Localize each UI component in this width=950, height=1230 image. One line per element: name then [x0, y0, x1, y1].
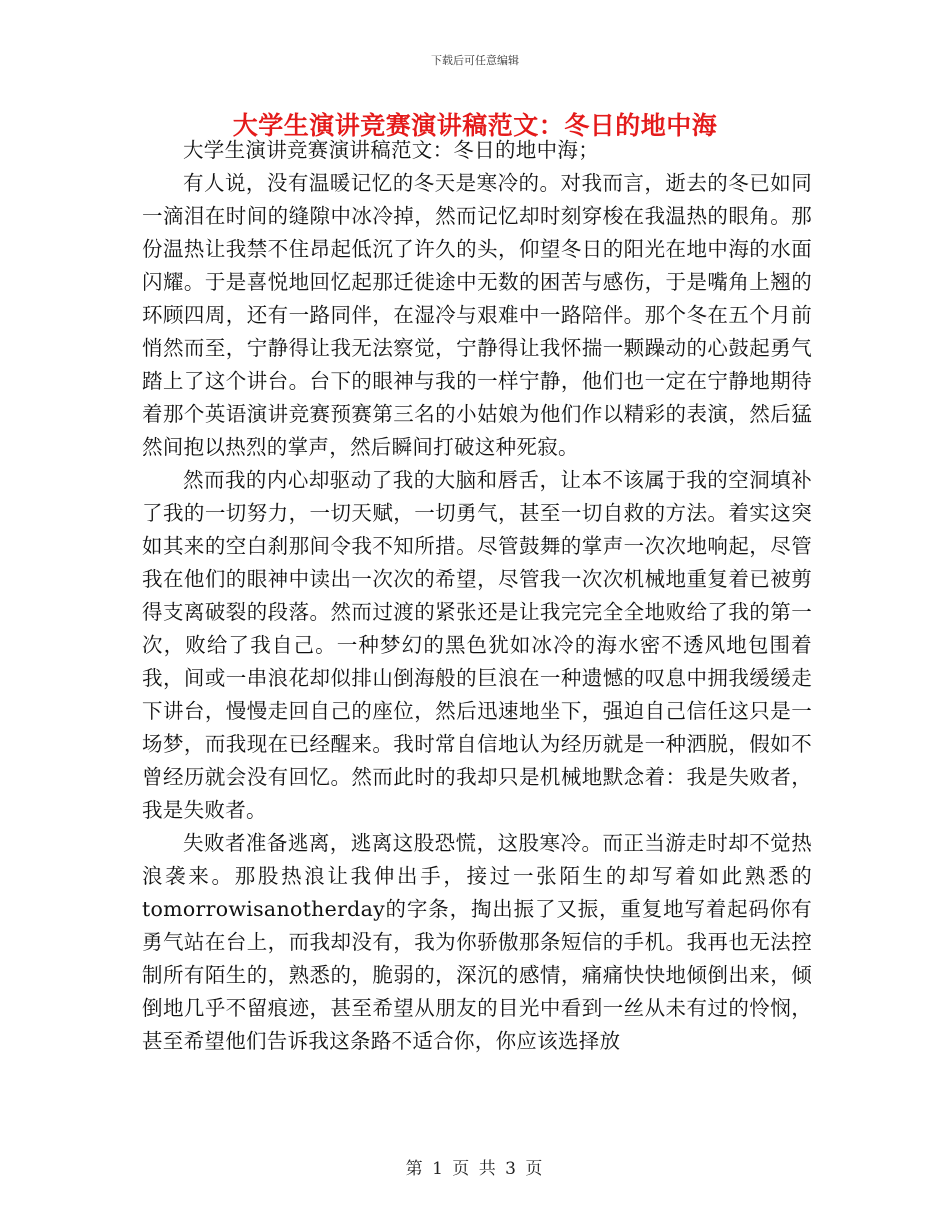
paragraph-subtitle: 大学生演讲竞赛演讲稿范文：冬日的地中海；	[183, 138, 599, 162]
page-header-note: 下载后可任意编辑	[431, 54, 519, 67]
page-number-footer: 第 1 页 共 3 页	[405, 1159, 545, 1179]
document-title: 大学生演讲竞赛演讲稿范文：冬日的地中海	[232, 111, 718, 140]
paragraph: 失败者准备逃离，逃离这股恐慌，这股寒冷。而正当游走时却不觉热浪袭来。那股热浪让我伸出手，接过一张陌生的却写着如此熟悉的tomorrowisanotherday的字条，掏出振了又振，重复地写着起码你有勇气站在台上，而我却没有，我为你骄傲那条短信的手机。我再也无法控制所有陌生的，熟悉的，脆弱的，深沉的感情，痛痛快快地倾倒出来，倾倒地几乎不留痕迹，甚至希望从朋友的目光中看到一丝从未有过的怜悯，甚至希望他们告诉我这条路不适合你，你应该选择放	[142, 831, 812, 1053]
document-body	[142, 134, 812, 1058]
paragraph: 有人说，没有温暖记忆的冬天是寒冷的。对我而言，逝去的冬已如同一滴泪在时间的缝隙中冰冷掉，然而记忆却时刻穿梭在我温热的眼角。那份温热让我禁不住昂起低沉了许久的头，仰望冬日的阳光在地中海的水面闪耀。于是喜悦地回忆起那迁徙途中无数的困苦与感伤，于是嘴角上翘的环顾四周，还有一路同伴，在湿冷与艰难中一路陪伴。那个冬在五个月前悄然而至，宁静得让我无法察觉，宁静得让我怀揣一颗躁动的心鼓起勇气踏上了这个讲台。台下的眼神与我的一样宁静，他们也一定在宁静地期待着那个英语演讲竞赛预赛第三名的小姑娘为他们作以精彩的表演，然后猛然间抱以热烈的掌声，然后瞬间打破这种死寂。	[142, 171, 812, 459]
paragraph: 然而我的内心却驱动了我的大脑和唇舌，让本不该属于我的空洞填补了我的一切努力，一切天赋，一切勇气，甚至一切自救的方法。着实这突如其来的空白刹那间令我不知所措。尽管鼓舞的掌声一次次地响起，尽管我在他们的眼神中读出一次次的希望，尽管我一次次机械地重复着已被剪得支离破裂的段落。然而过渡的紧张还是让我完完全全地败给了我的第一次，败给了我自己。一种梦幻的黑色犹如冰冷的海水密不透风地包围着我，间或一串浪花却似排山倒海般的巨浪在一种遗憾的叹息中拥我缓缓走下讲台，慢慢走回自己的座位，然后迅速地坐下，强迫自己信任这只是一场梦，而我现在已经醒来。我时常自信地认为经历就是一种洒脱，假如不曾经历就会没有回忆。然而此时的我却只是机械地默念着：我是失败者，我是失败者。	[142, 468, 812, 822]
